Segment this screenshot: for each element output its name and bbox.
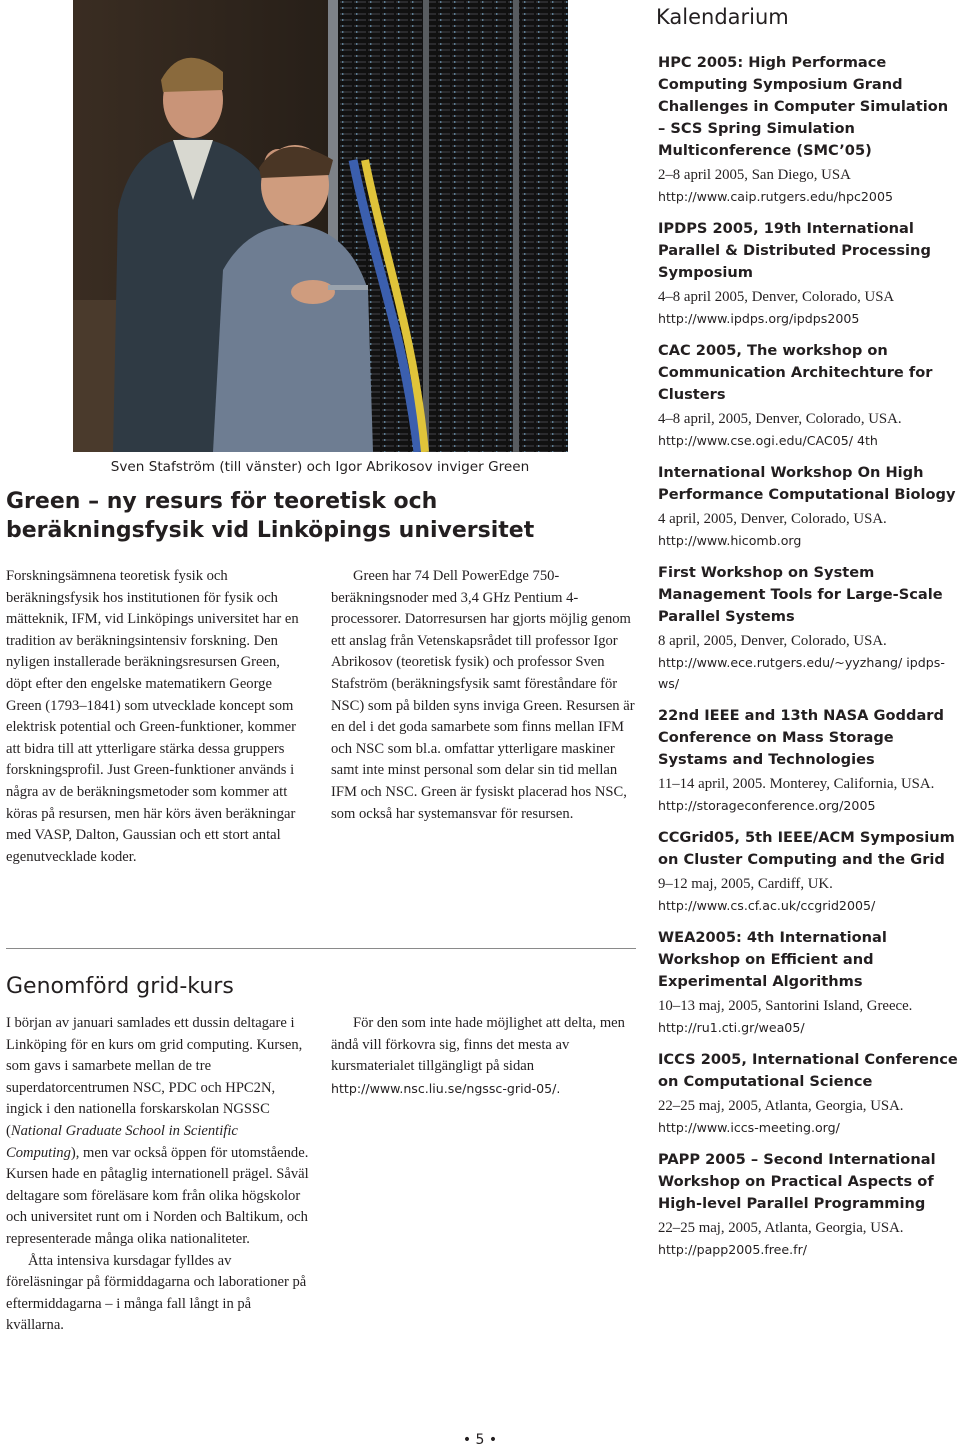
calendar-event — [658, 562, 960, 694]
event-date: 4–8 april, 2005, Denver, Colorado, USA. — [658, 411, 902, 427]
event-link[interactable]: http://www.cse.ogi.edu/CAC05/ 4th — [658, 433, 878, 448]
grid-course-column-2 — [331, 1013, 635, 1100]
article-paragraph: Green har 74 Dell PowerEdge 750-beräkningsnoder med 3,4 GHz Pentium 4-processorer. Datorresursen har gjorts möjlig genom ett anslag från Vetenskapsrådet till professor Igor Abrikosov (teoretisk fysik) och professor Sven Stafström (beräkningsfysik samt föreståndare för NSC) som på bilden syns inviga Green. Resursen är en del i det goda samarbete som finns mellan IFM och NSC som bl.a. omfattar ytterligare maskiner samt inte minst personal som delar sin tid mellan IFM och NSC. Green är fysiskt placerad hos NSC, som också har systemansvar för resursen. — [331, 568, 635, 822]
event-title: HPC 2005: High Performace Computing Symposium Grand Challenges in Computer Simulation – SCS Spring Simulation Multiconference (SMC’05) — [658, 54, 949, 159]
event-date: 4 april, 2005, Denver, Colorado, USA. — [658, 511, 887, 527]
event-title: WEA2005: 4th International Workshop on Efficient and Experimental Algorithms — [658, 929, 887, 990]
event-link[interactable]: http://www.ipdps.org/ipdps2005 — [658, 311, 860, 326]
text-run: I början av januari samlades ett dussin deltagare i Linköping för en kurs om grid computing. Kursen, som gavs i samarbete mellan de tre superdatorcentrumen NSC, PDC och HPC2N, ingick i den nationella forskarskolan NGSSC ( — [6, 1015, 303, 1139]
grid-course-paragraph — [6, 1013, 311, 1251]
italic-text: National Graduate School in Scientific Computing — [6, 1122, 238, 1161]
event-link[interactable]: http://papp2005.free.fr/ — [658, 1242, 808, 1257]
article-headline: Green – ny resurs för teoretisk och beräkningsfysik vid Linköpings universitet — [6, 489, 535, 543]
event-link[interactable]: http://www.ece.rutgers.edu/~yyzhang/ ipdps-ws/ — [658, 655, 945, 691]
event-title: PAPP 2005 – Second International Workshop on Practical Aspects of High-level Parallel Programming — [658, 1151, 936, 1212]
inauguration-photo — [73, 0, 568, 452]
calendar-event — [658, 705, 960, 816]
article-paragraph: Forskningsämnena teoretisk fysik och beräkningsfysik hos institutionen för fysik och mätteknik, IFM, vid Linköpings universitet har en tradition av beräkningsintensiv forskning. Den nyligen installerade beräkningsresursen Green, döpt efter den engelske matematikern George Green (1793–1841) som utvecklade koncept som elektrisk potential och Green-funktioner, kommer att bidra till att ytterligare stärka dessa gruppers forskningsprofil. Just Green-funktioner används i några av de beräkningsmetoder som kommer att köras på resursen, men här körs även beräkningar med VASP, Dalton, Gaussian och ett stort antal egenutvecklade koder. — [6, 568, 299, 865]
event-title: ICCS 2005, International Conference on Computational Science — [658, 1051, 958, 1090]
calendar-event — [658, 340, 960, 451]
event-date: 11–14 april, 2005. Monterey, California, USA. — [658, 776, 935, 792]
event-date: 4–8 april 2005, Denver, Colorado, USA — [658, 289, 895, 305]
calendar-event — [658, 1149, 960, 1260]
article-column-2 — [331, 566, 635, 825]
event-date: 10–13 maj, 2005, Santorini Island, Greece. — [658, 998, 913, 1014]
photo-caption: Sven Stafström (till vänster) och Igor Abrikosov inviger Green — [110, 459, 530, 475]
grid-course-paragraph — [331, 1013, 635, 1100]
event-title: International Workshop On High Performance Computational Biology — [658, 464, 956, 503]
event-link[interactable]: http://www.iccs-meeting.org/ — [658, 1120, 840, 1135]
text-run: ), men var också öppen för utomstående. Kursen hade en påtaglig internationell prägel. Såväl deltagare som föreläsare kom från olika högskolor och universitet runt om i Norden och Baltikum, och representerade många olika nationaliteter. — [6, 1144, 309, 1247]
event-date: 22–25 maj, 2005, Atlanta, Georgia, USA. — [658, 1098, 904, 1114]
calendar-event — [658, 827, 960, 916]
section-divider — [6, 948, 636, 949]
calendar-event — [658, 52, 960, 207]
event-link[interactable]: http://ru1.cti.gr/wea05/ — [658, 1020, 805, 1035]
event-date: 2–8 april 2005, San Diego, USA — [658, 167, 851, 183]
article-column-1 — [6, 566, 306, 868]
event-link[interactable]: http://www.hicomb.org — [658, 533, 802, 548]
event-title: CCGrid05, 5th IEEE/ACM Symposium on Cluster Computing and the Grid — [658, 829, 955, 868]
event-link[interactable]: http://www.caip.rutgers.edu/hpc2005 — [658, 189, 893, 204]
event-title: CAC 2005, The workshop on Communication Architechture for Clusters — [658, 342, 933, 403]
calendar-list — [658, 52, 960, 1271]
event-date: 9–12 maj, 2005, Cardiff, UK. — [658, 876, 833, 892]
event-link[interactable]: http://www.cs.cf.ac.uk/ccgrid2005/ — [658, 898, 876, 913]
event-link[interactable]: http://storageconference.org/2005 — [658, 798, 876, 813]
page-number: • 5 • — [462, 1432, 498, 1448]
calendar-event — [658, 1049, 960, 1138]
event-date: 8 april, 2005, Denver, Colorado, USA. — [658, 633, 887, 649]
grid-course-heading: Genomförd grid-kurs — [6, 974, 234, 999]
calendar-event — [658, 927, 960, 1038]
grid-course-column-1 — [6, 1013, 311, 1337]
text-run: För den som inte hade möjlighet att delta, men ändå vill förkovra sig, finns det mesta av kursmaterialet tillgängligt på sidan — [331, 1015, 625, 1075]
calendar-event — [658, 462, 960, 551]
course-material-link[interactable]: http://www.nsc.liu.se/ngssc-grid-05/. — [331, 1080, 561, 1096]
event-date: 22–25 maj, 2005, Atlanta, Georgia, USA. — [658, 1220, 904, 1236]
grid-course-paragraph: Åtta intensiva kursdagar fylldes av föreläsningar på förmiddagarna och laborationer på eftermiddagarna – i många fall långt in på kvällarna. — [6, 1252, 307, 1334]
event-title: 22nd IEEE and 13th NASA Goddard Conference on Mass Storage Systams and Technologies — [658, 707, 944, 768]
calendar-title: Kalendarium — [656, 5, 789, 29]
event-title: IPDPS 2005, 19th International Parallel & Distributed Processing Symposium — [658, 220, 931, 281]
calendar-event — [658, 218, 960, 329]
event-title: First Workshop on System Management Tools for Large-Scale Parallel Systems — [658, 564, 943, 625]
